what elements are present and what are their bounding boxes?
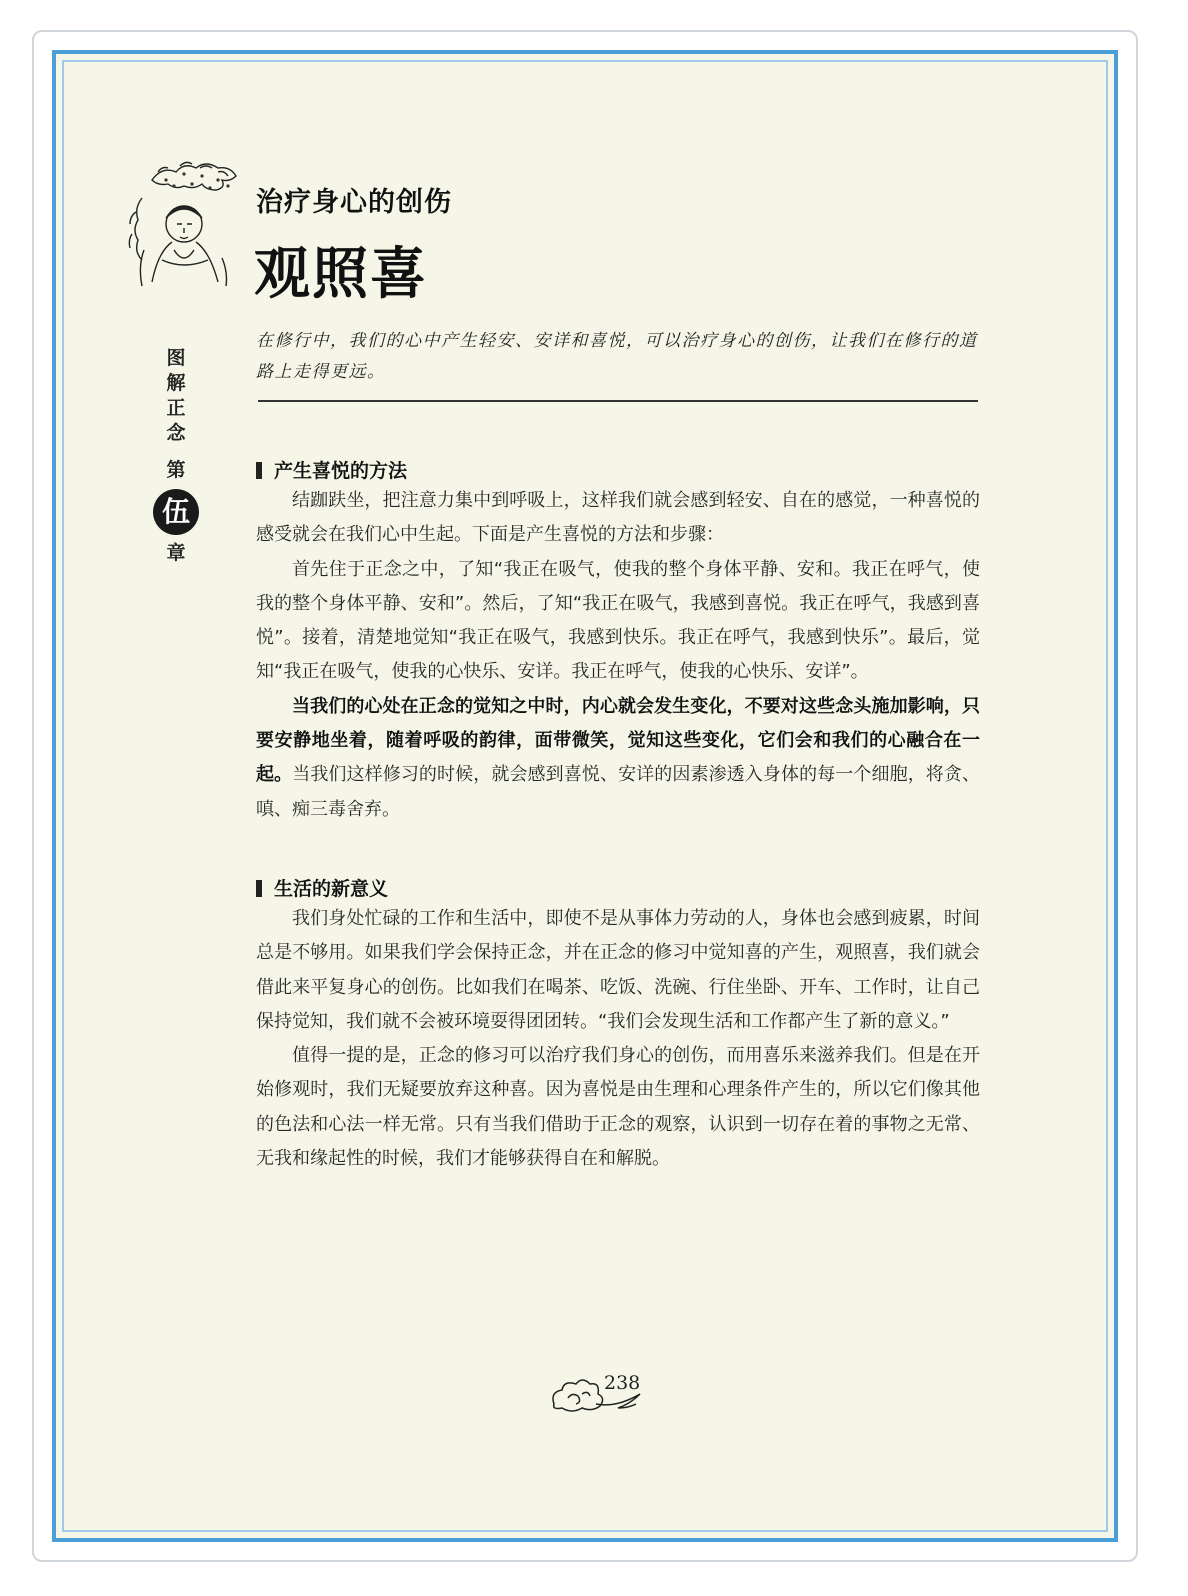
side-chapter-label [160, 346, 192, 566]
bold-passage: 当我们的心处在正念的觉知之中时，内心就会发生变化，不要对这些念头施加影响，只要安静地坐着，随着呼吸的韵律，面带微笑，觉知这些变化，它们会和我们的心融合在一起。 [256, 695, 980, 786]
section-heading [256, 456, 407, 483]
section-heading [256, 874, 388, 901]
paragraph: 首先住于正念之中，了知“我正在吸气，使我的整个身体平静、安和。我正在呼气，使我的整个身体平静、安和”。然后，了知“我正在吸气，我感到喜悦。我正在呼气，我感到喜悦”。接着，清楚地觉知“我正在吸气，我感到快乐。我正在呼气，我感到快乐”。最后，觉知“我正在吸气，使我的心快乐、安详。我正在呼气，使我的心快乐、安详”。 [256, 558, 980, 683]
book-name-char: 解 [166, 372, 186, 394]
paragraph: 结跏趺坐，把注意力集中到呼吸上，这样我们就会感到轻安、自在的感觉，一种喜悦的感受就会在我们心中生起。下面是产生喜悦的方法和步骤： [256, 490, 980, 546]
section-heading-text: 生活的新意义 [274, 878, 389, 900]
paragraph-continuation: 当我们这样修习的时候，就会感到喜悦、安详的因素渗透入身体的每一个细胞，将贪、嗔、痴三毒舍弃。 [256, 764, 981, 820]
page-subtitle: 治疗身心的创伤 [256, 187, 452, 218]
chapter-number-badge: 伍 [153, 489, 199, 535]
book-page [52, 50, 1118, 1542]
intro-text: 在修行中，我们的心中产生轻安、安详和喜悦，可以治疗身心的创伤，让我们在修行的道路上走得更远。 [256, 331, 978, 382]
paragraph [256, 690, 980, 827]
paragraph: 我们身处忙碌的工作和生活中，即使不是从事体力劳动的人，身体也会感到疲累，时间总是不够用。如果我们学会保持正念，并在正念的修习中觉知喜的产生，观照喜，我们就会借此来平复身心的创伤。比如我们在喝茶、吃饭、洗碗、行住坐卧、开车、工作时，让自己保持觉知，我们就不会被环境耍得团团转。“我们会发现生活和工作都产生了新的意义。” [256, 908, 980, 1032]
section-body [256, 484, 980, 827]
chapter-suffix: 章 [166, 542, 186, 564]
chapter-prefix: 第 [166, 459, 186, 481]
chapter-marker [160, 458, 192, 566]
book-name-vertical [160, 346, 192, 446]
intro-divider [258, 400, 978, 402]
section-body [256, 902, 980, 1176]
section-heading-text: 产生喜悦的方法 [274, 460, 408, 482]
heading-bar-icon [256, 462, 262, 479]
heading-bar-icon [256, 880, 262, 897]
paragraph: 值得一提的是，正念的修习可以治疗我们身心的创伤，而用喜乐来滋养我们。但是在开始修观时，我们无疑要放弃这种喜。因为喜悦是由生理和心理条件产生的，所以它们像其他的色法和心法一样无常。只有当我们借助于正念的观察，认识到一切存在着的事物之无常、无我和缘起性的时候，我们才能够获得自在和解脱。 [256, 1045, 980, 1170]
book-name-char: 正 [166, 397, 186, 419]
monk-illustration [122, 150, 246, 290]
book-name-char: 图 [166, 347, 186, 369]
page-title: 观照喜 [254, 241, 428, 307]
book-name-char: 念 [166, 422, 186, 444]
page-number: 238 [604, 1372, 641, 1394]
